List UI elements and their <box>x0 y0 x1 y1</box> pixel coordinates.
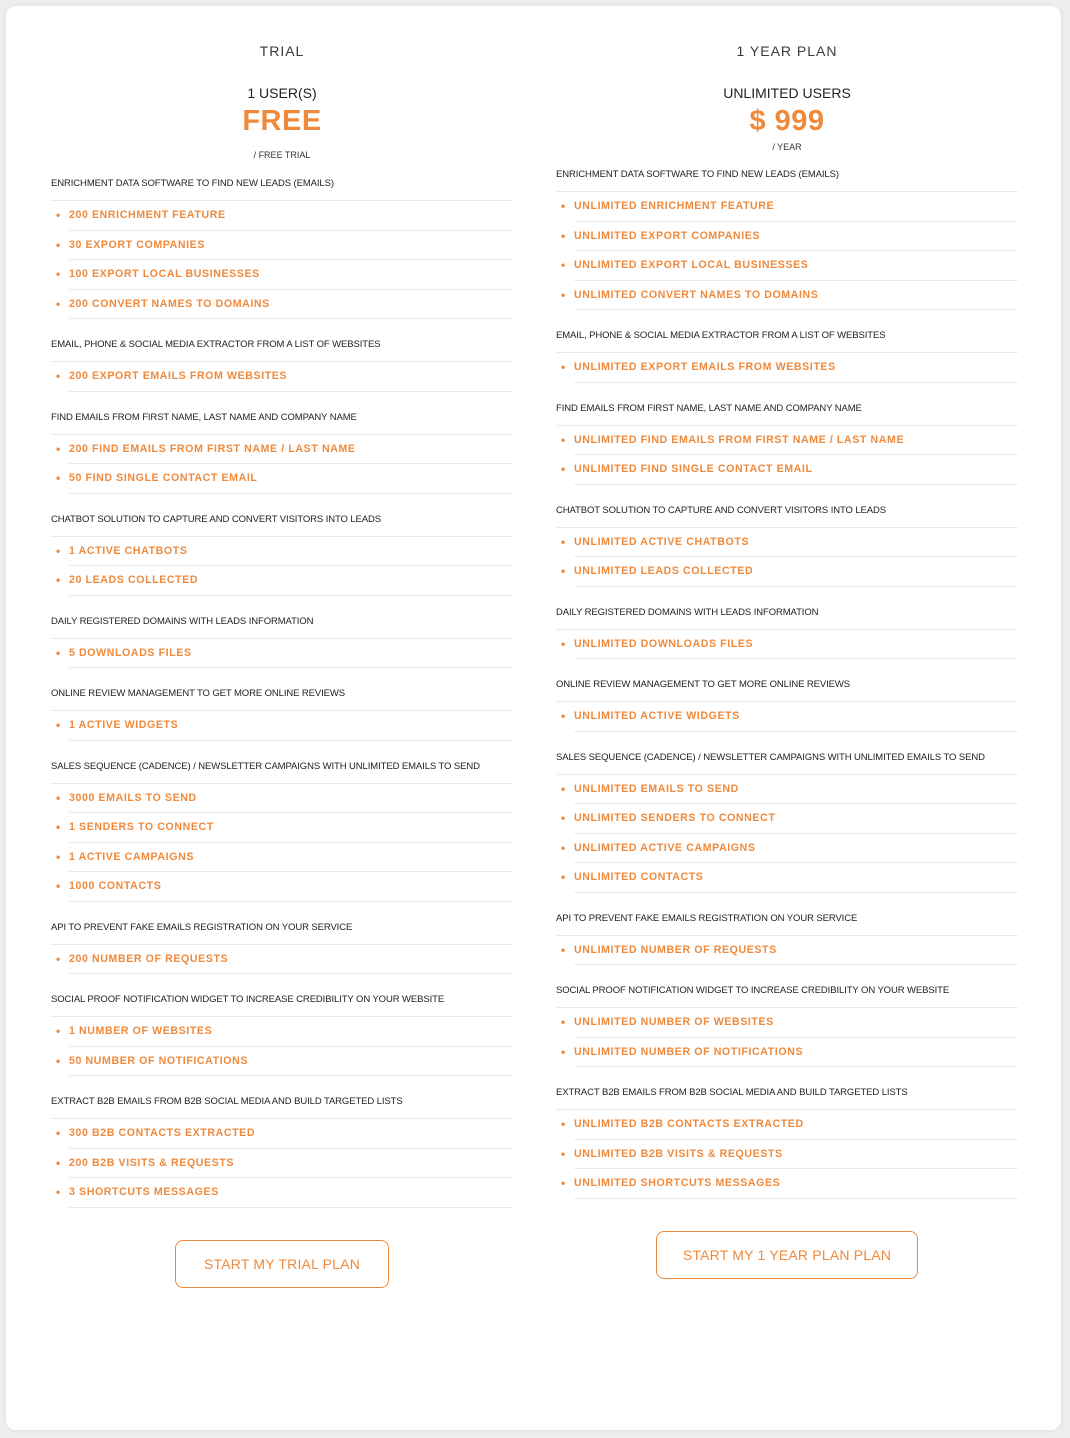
section-title: ONLINE REVIEW MANAGEMENT TO GET MORE ONLINE REVIEWS <box>556 679 851 690</box>
section-title: ENRICHMENT DATA SOFTWARE TO FIND NEW LEADS (EMAILS) <box>556 169 839 180</box>
feature-item <box>561 1110 1018 1140</box>
feature-label: 1 ACTIVE CHATBOTS <box>69 544 188 557</box>
feature-list <box>556 527 1018 587</box>
plan-name: 1 YEAR PLAN <box>736 43 838 59</box>
feature-item <box>561 192 1018 222</box>
feature-list <box>51 1118 513 1208</box>
bullet-icon: • <box>561 462 566 476</box>
section-title: DAILY REGISTERED DOMAINS WITH LEADS INFORMATION <box>556 606 819 618</box>
feature-label: UNLIMITED NUMBER OF NOTIFICATIONS <box>574 1045 804 1058</box>
section-title: API TO PREVENT FAKE EMAILS REGISTRATION ON YOUR SERVICE <box>556 912 858 924</box>
bullet-icon: • <box>561 781 566 796</box>
bullet-icon: • <box>561 709 566 723</box>
feature-list <box>51 361 513 392</box>
feature-label: UNLIMITED FIND SINGLE CONTACT EMAIL <box>574 463 813 475</box>
feature-item <box>56 1017 513 1047</box>
feature-label: 200 CONVERT NAMES TO DOMAINS <box>69 297 270 310</box>
plan-trial <box>51 6 513 1288</box>
section-title: EXTRACT B2B EMAILS FROM B2B SOCIAL MEDIA AND BUILD TARGETED LISTS <box>51 1096 403 1107</box>
bullet-icon: • <box>56 471 61 485</box>
feature-label: 200 B2B VISITS & REQUESTS <box>69 1156 235 1169</box>
section-title: DAILY REGISTERED DOMAINS WITH LEADS INFORMATION <box>51 615 314 627</box>
feature-label: UNLIMITED ACTIVE WIDGETS <box>574 710 740 722</box>
plan-name: TRIAL <box>259 43 305 59</box>
feature-item <box>561 557 1018 587</box>
bullet-icon: • <box>561 840 566 855</box>
feature-label: 200 ENRICHMENT FEATURE <box>69 209 226 221</box>
bullet-icon: • <box>56 1126 61 1140</box>
feature-item <box>56 1047 513 1077</box>
feature-label: 3 SHORTCUTS MESSAGES <box>69 1186 219 1198</box>
section-title: EMAIL, PHONE & SOCIAL MEDIA EXTRACTOR FROM A LIST OF WEBSITES <box>556 330 886 341</box>
feature-label: UNLIMITED ACTIVE CAMPAIGNS <box>574 841 756 854</box>
feature-list <box>556 701 1018 732</box>
feature-item <box>561 702 1018 732</box>
feature-list <box>51 944 513 975</box>
section-title: SOCIAL PROOF NOTIFICATION WIDGET TO INCREASE CREDIBILITY ON YOUR WEBSITE <box>51 994 445 1005</box>
feature-label: UNLIMITED CONVERT NAMES TO DOMAINS <box>574 288 819 301</box>
feature-label: 200 NUMBER OF REQUESTS <box>69 952 229 965</box>
feature-item <box>56 537 513 567</box>
section-title: FIND EMAILS FROM FIRST NAME, LAST NAME AND COMPANY NAME <box>556 402 862 414</box>
bullet-icon: • <box>56 879 61 893</box>
bullet-icon: • <box>56 951 61 966</box>
feature-label: 5 DOWNLOADS FILES <box>69 646 192 659</box>
feature-item <box>561 426 1018 456</box>
feature-item <box>56 566 513 596</box>
feature-item <box>561 1140 1018 1170</box>
bullet-icon: • <box>56 237 61 252</box>
feature-item <box>56 945 513 975</box>
plan-period: / FREE TRIAL <box>253 150 311 160</box>
bullet-icon: • <box>56 849 61 864</box>
bullet-icon: • <box>561 564 566 578</box>
feature-item <box>56 711 513 741</box>
bullet-icon: • <box>561 1044 566 1059</box>
bullet-icon: • <box>56 208 61 222</box>
feature-item <box>56 639 513 669</box>
feature-list <box>556 191 1018 310</box>
section-title: SALES SEQUENCE (CADENCE) / NEWSLETTER CAMPAIGNS WITH UNLIMITED EMAILS TO SEND <box>556 751 985 763</box>
feature-item <box>561 936 1018 966</box>
feature-item <box>561 455 1018 485</box>
feature-item <box>56 813 513 843</box>
feature-label: UNLIMITED CONTACTS <box>574 871 704 883</box>
bullet-icon: • <box>56 1053 61 1068</box>
pricing-card <box>6 6 1061 1430</box>
bullet-icon: • <box>561 199 566 213</box>
feature-item <box>56 231 513 261</box>
feature-sections <box>556 168 1018 1199</box>
bullet-icon: • <box>561 1015 566 1029</box>
plan-1-year <box>556 6 1018 1279</box>
feature-item <box>561 353 1018 383</box>
feature-item <box>561 222 1018 252</box>
bullet-icon: • <box>56 441 61 456</box>
feature-label: 3000 EMAILS TO SEND <box>69 791 197 804</box>
section-title: CHATBOT SOLUTION TO CAPTURE AND CONVERT VISITORS INTO LEADS <box>51 513 382 525</box>
start-1-year-plan-button[interactable]: START MY 1 YEAR PLAN PLAN <box>656 1231 918 1279</box>
section-title: FIND EMAILS FROM FIRST NAME, LAST NAME AND COMPANY NAME <box>51 411 357 423</box>
bullet-icon: • <box>561 1146 566 1161</box>
bullet-icon: • <box>561 870 566 884</box>
bullet-icon: • <box>561 811 566 825</box>
feature-list <box>51 783 513 902</box>
feature-item <box>561 1169 1018 1199</box>
feature-list <box>556 935 1018 966</box>
feature-item <box>56 1119 513 1149</box>
feature-list <box>556 1007 1018 1067</box>
bullet-icon: • <box>56 1155 61 1170</box>
feature-list <box>556 774 1018 893</box>
feature-item <box>56 1178 513 1208</box>
feature-item <box>561 1008 1018 1038</box>
feature-label: UNLIMITED EXPORT EMAILS FROM WEBSITES <box>574 361 836 373</box>
feature-list <box>556 1109 1018 1199</box>
feature-list <box>556 629 1018 660</box>
feature-sections <box>51 177 513 1208</box>
bullet-icon: • <box>561 432 566 447</box>
bullet-icon: • <box>561 287 566 302</box>
feature-label: UNLIMITED SHORTCUTS MESSAGES <box>574 1177 781 1189</box>
bullet-icon: • <box>561 258 566 272</box>
bullet-icon: • <box>56 1185 61 1199</box>
feature-label: 50 FIND SINGLE CONTACT EMAIL <box>69 472 258 484</box>
feature-label: UNLIMITED ACTIVE CHATBOTS <box>574 535 750 548</box>
feature-item <box>56 464 513 494</box>
bullet-icon: • <box>561 942 566 957</box>
feature-label: UNLIMITED NUMBER OF REQUESTS <box>574 943 777 956</box>
bullet-icon: • <box>561 636 566 651</box>
bullet-icon: • <box>561 1176 566 1190</box>
feature-label: 300 B2B CONTACTS EXTRACTED <box>69 1127 256 1139</box>
feature-label: UNLIMITED FIND EMAILS FROM FIRST NAME / LAST NAME <box>574 433 905 446</box>
feature-item <box>561 630 1018 660</box>
feature-item <box>561 834 1018 864</box>
bullet-icon: • <box>56 790 61 805</box>
feature-item <box>56 362 513 392</box>
feature-label: 1 NUMBER OF WEBSITES <box>69 1025 213 1037</box>
bullet-icon: • <box>561 534 566 549</box>
feature-item <box>56 784 513 814</box>
bullet-icon: • <box>56 543 61 558</box>
bullet-icon: • <box>56 369 61 383</box>
feature-item <box>561 804 1018 834</box>
feature-list <box>51 536 513 596</box>
feature-list <box>556 352 1018 383</box>
feature-label: 50 NUMBER OF NOTIFICATIONS <box>69 1054 249 1067</box>
feature-list <box>51 434 513 494</box>
section-title: SALES SEQUENCE (CADENCE) / NEWSLETTER CAMPAIGNS WITH UNLIMITED EMAILS TO SEND <box>51 760 480 772</box>
plan-users: UNLIMITED USERS <box>723 85 851 101</box>
feature-label: 100 EXPORT LOCAL BUSINESSES <box>69 268 260 280</box>
bullet-icon: • <box>561 228 566 243</box>
feature-label: 1 ACTIVE WIDGETS <box>69 719 179 731</box>
feature-list <box>51 710 513 741</box>
bullet-icon: • <box>561 360 566 374</box>
feature-item <box>56 843 513 873</box>
feature-label: UNLIMITED B2B CONTACTS EXTRACTED <box>574 1118 804 1130</box>
feature-item <box>561 528 1018 558</box>
feature-item <box>561 863 1018 893</box>
feature-label: UNLIMITED EMAILS TO SEND <box>574 782 739 795</box>
section-title: EXTRACT B2B EMAILS FROM B2B SOCIAL MEDIA AND BUILD TARGETED LISTS <box>556 1087 908 1098</box>
bullet-icon: • <box>56 573 61 587</box>
feature-label: UNLIMITED B2B VISITS & REQUESTS <box>574 1147 783 1160</box>
bullet-icon: • <box>56 645 61 660</box>
plan-users: 1 USER(S) <box>247 85 317 101</box>
feature-label: 20 LEADS COLLECTED <box>69 574 199 586</box>
plan-price: FREE <box>242 105 322 137</box>
bullet-icon: • <box>56 820 61 834</box>
feature-list <box>51 200 513 319</box>
feature-label: 1000 CONTACTS <box>69 880 162 892</box>
feature-label: 1 SENDERS TO CONNECT <box>69 821 214 833</box>
feature-label: UNLIMITED NUMBER OF WEBSITES <box>574 1016 774 1028</box>
feature-label: UNLIMITED EXPORT LOCAL BUSINESSES <box>574 259 809 271</box>
feature-item <box>56 290 513 320</box>
feature-label: UNLIMITED ENRICHMENT FEATURE <box>574 200 775 212</box>
feature-label: UNLIMITED LEADS COLLECTED <box>574 565 754 577</box>
bullet-icon: • <box>56 296 61 311</box>
bullet-icon: • <box>56 267 61 281</box>
section-title: SOCIAL PROOF NOTIFICATION WIDGET TO INCREASE CREDIBILITY ON YOUR WEBSITE <box>556 985 950 996</box>
bullet-icon: • <box>56 718 61 732</box>
feature-label: 30 EXPORT COMPANIES <box>69 238 206 251</box>
feature-item <box>561 281 1018 311</box>
bullet-icon: • <box>56 1024 61 1038</box>
feature-label: UNLIMITED DOWNLOADS FILES <box>574 637 754 650</box>
section-title: ENRICHMENT DATA SOFTWARE TO FIND NEW LEADS (EMAILS) <box>51 178 334 189</box>
bullet-icon: • <box>561 1117 566 1131</box>
feature-item <box>56 201 513 231</box>
feature-item <box>56 872 513 902</box>
feature-label: UNLIMITED EXPORT COMPANIES <box>574 229 761 242</box>
plan-period: / YEAR <box>772 142 802 152</box>
feature-list <box>51 1016 513 1076</box>
feature-item <box>561 1038 1018 1068</box>
feature-label: 200 FIND EMAILS FROM FIRST NAME / LAST NAME <box>69 442 356 455</box>
section-title: ONLINE REVIEW MANAGEMENT TO GET MORE ONLINE REVIEWS <box>51 688 346 699</box>
feature-label: 1 ACTIVE CAMPAIGNS <box>69 850 194 863</box>
feature-item <box>56 435 513 465</box>
feature-item <box>56 260 513 290</box>
feature-item <box>56 1149 513 1179</box>
section-title: EMAIL, PHONE & SOCIAL MEDIA EXTRACTOR FROM A LIST OF WEBSITES <box>51 339 381 350</box>
feature-list <box>556 425 1018 485</box>
feature-list <box>51 638 513 669</box>
feature-item <box>561 251 1018 281</box>
section-title: CHATBOT SOLUTION TO CAPTURE AND CONVERT VISITORS INTO LEADS <box>556 504 887 516</box>
feature-label: 200 EXPORT EMAILS FROM WEBSITES <box>69 370 288 382</box>
feature-label: UNLIMITED SENDERS TO CONNECT <box>574 812 776 824</box>
start-trial-plan-button[interactable]: START MY TRIAL PLAN <box>175 1240 389 1288</box>
section-title: API TO PREVENT FAKE EMAILS REGISTRATION ON YOUR SERVICE <box>51 921 353 933</box>
plan-price: $ 999 <box>749 105 825 137</box>
feature-item <box>561 775 1018 805</box>
